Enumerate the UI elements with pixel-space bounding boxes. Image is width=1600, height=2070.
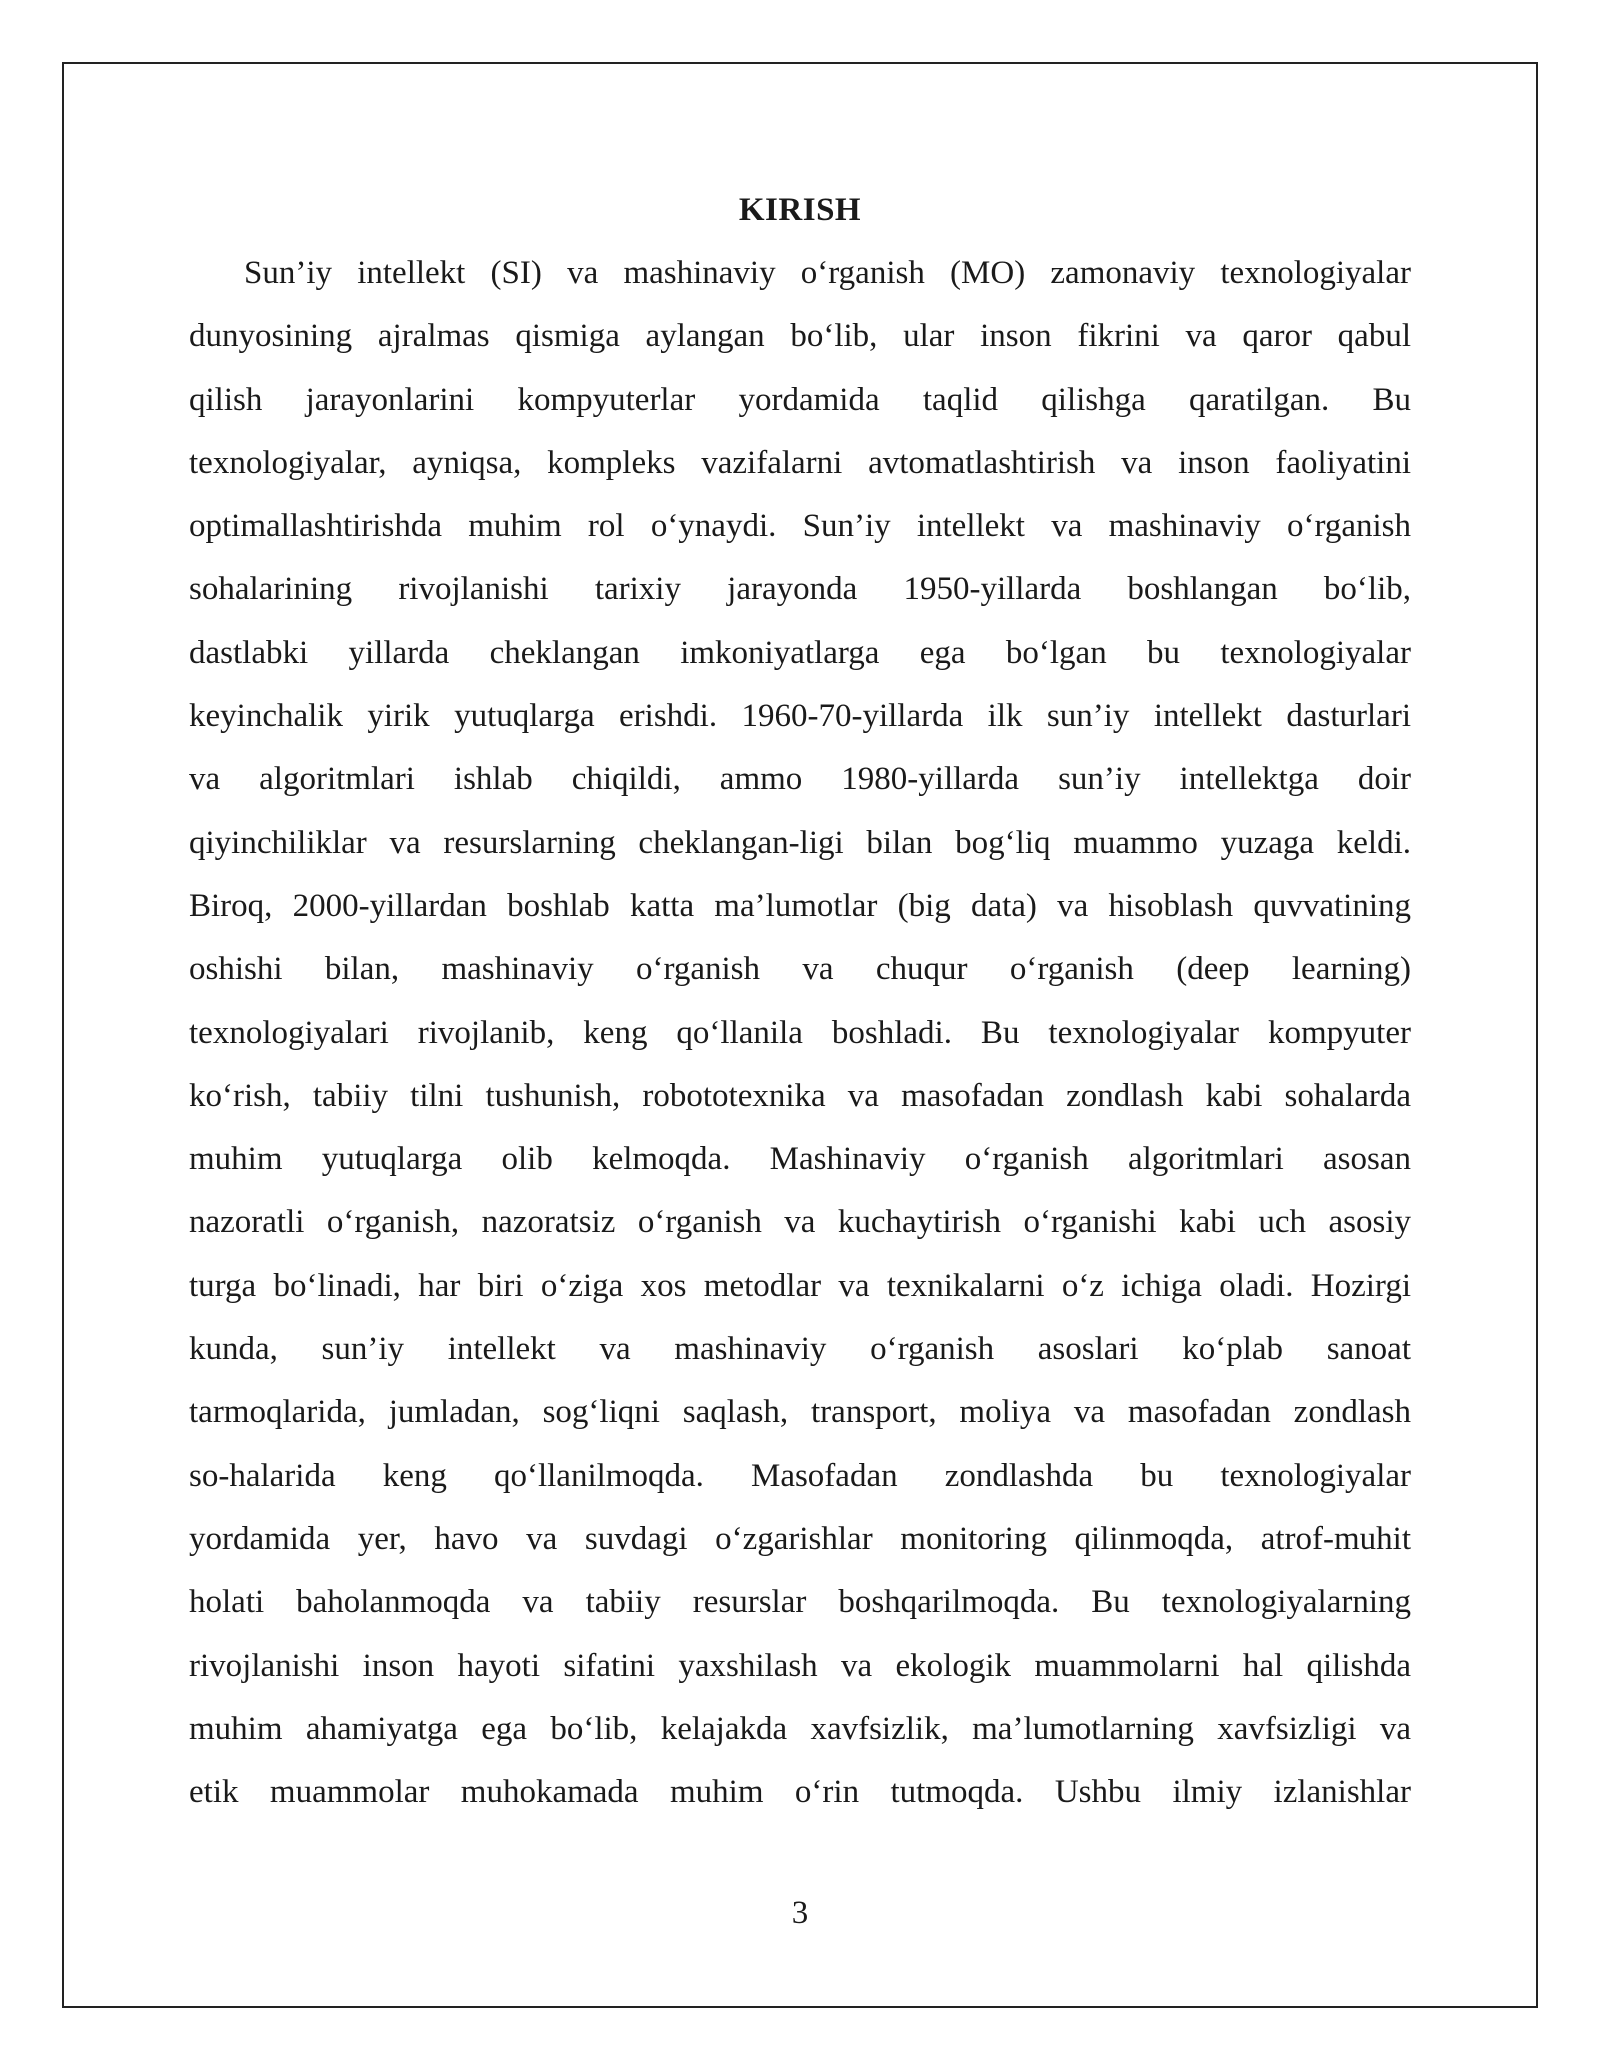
text-line: yordamida yer, havo va suvdagi o‘zgarishlar monitoring qilinmoqda, atrof-muhit — [189, 1520, 1411, 1557]
text-line: texnologiyalar, ayniqsa, kompleks vazifalarni avtomatlashtirish va inson faoliyatini — [189, 444, 1411, 481]
text-line: muhim yutuqlarga olib kelmoqda. Mashinaviy o‘rganish algoritmlari asosan — [189, 1141, 1411, 1178]
text-line: turga bo‘linadi, har biri o‘ziga xos metodlar va texnikalarni o‘z ichiga oladi. Hozirgi — [189, 1267, 1411, 1304]
text-line: muhim ahamiyatga ega bo‘lib, kelajakda xavfsizlik, ma’lumotlarning xavfsizligi va — [189, 1710, 1411, 1747]
text-line: so-halarida keng qo‘llanilmoqda. Masofadan zondlashda bu texnologiyalar — [189, 1457, 1411, 1494]
text-line: keyinchalik yirik yutuqlarga erishdi. 1960-70-yillarda ilk sun’iy intellekt dasturlari — [189, 698, 1411, 735]
body-paragraph — [189, 242, 1411, 1824]
text-line: tarmoqlarida, jumladan, sog‘liqni saqlash, transport, moliya va masofadan zondlash — [189, 1394, 1411, 1431]
text-line: Sun’iy intellekt (SI) va mashinaviy o‘rganish (MO) zamonaviy texnologiyalar — [244, 255, 1411, 291]
text-line: va algoritmlari ishlab chiqildi, ammo 1980-yillarda sun’iy intellektga doir — [189, 761, 1411, 798]
text-line: holati baholanmoqda va tabiiy resurslar boshqarilmoqda. Bu texnologiyalarning — [189, 1584, 1411, 1621]
text-line: nazoratli o‘rganish, nazoratsiz o‘rganish va kuchaytirish o‘rganishi kabi uch asosiy — [189, 1204, 1411, 1241]
section-heading: KIRISH — [738, 192, 862, 228]
text-line: dastlabki yillarda cheklangan imkoniyatlarga ega bo‘lgan bu texnologiyalar — [189, 634, 1411, 671]
text-line: optimallashtirishda muhim rol o‘ynaydi. Sun’iy intellekt va mashinaviy o‘rganish — [189, 508, 1411, 545]
text-line: rivojlanishi inson hayoti sifatini yaxshilash va ekologik muammolarni hal qilishda — [189, 1647, 1411, 1684]
text-line: sohalarining rivojlanishi tarixiy jarayonda 1950-yillarda boshlangan bo‘lib, — [189, 571, 1411, 608]
text-line: ko‘rish, tabiiy tilni tushunish, robototexnika va masofadan zondlash kabi sohalarda — [189, 1077, 1411, 1114]
text-line: oshishi bilan, mashinaviy o‘rganish va chuqur o‘rganish (deep learning) — [189, 951, 1411, 988]
text-line: dunyosining ajralmas qismiga aylangan bo‘lib, ular inson fikrini va qaror qabul — [189, 318, 1411, 355]
text-line: kunda, sun’iy intellekt va mashinaviy o‘rganish asoslari ko‘plab sanoat — [189, 1331, 1411, 1368]
text-line: qilish jarayonlarini kompyuterlar yordamida taqlid qilishga qaratilgan. Bu — [189, 381, 1411, 418]
page-number: 3 — [791, 1895, 809, 1931]
text-line: Biroq, 2000-yillardan boshlab katta ma’lumotlar (big data) va hisoblash quvvatining — [189, 887, 1411, 924]
text-line: texnologiyalari rivojlanib, keng qo‘llanila boshladi. Bu texnologiyalar kompyuter — [189, 1014, 1411, 1051]
page-content — [189, 180, 1411, 1824]
text-line: etik muammolar muhokamada muhim o‘rin tutmoqda. Ushbu ilmiy izlanishlar — [189, 1774, 1411, 1811]
text-line: qiyinchiliklar va resurslarning cheklangan-ligi bilan bog‘liq muammo yuzaga keldi. — [189, 824, 1411, 861]
